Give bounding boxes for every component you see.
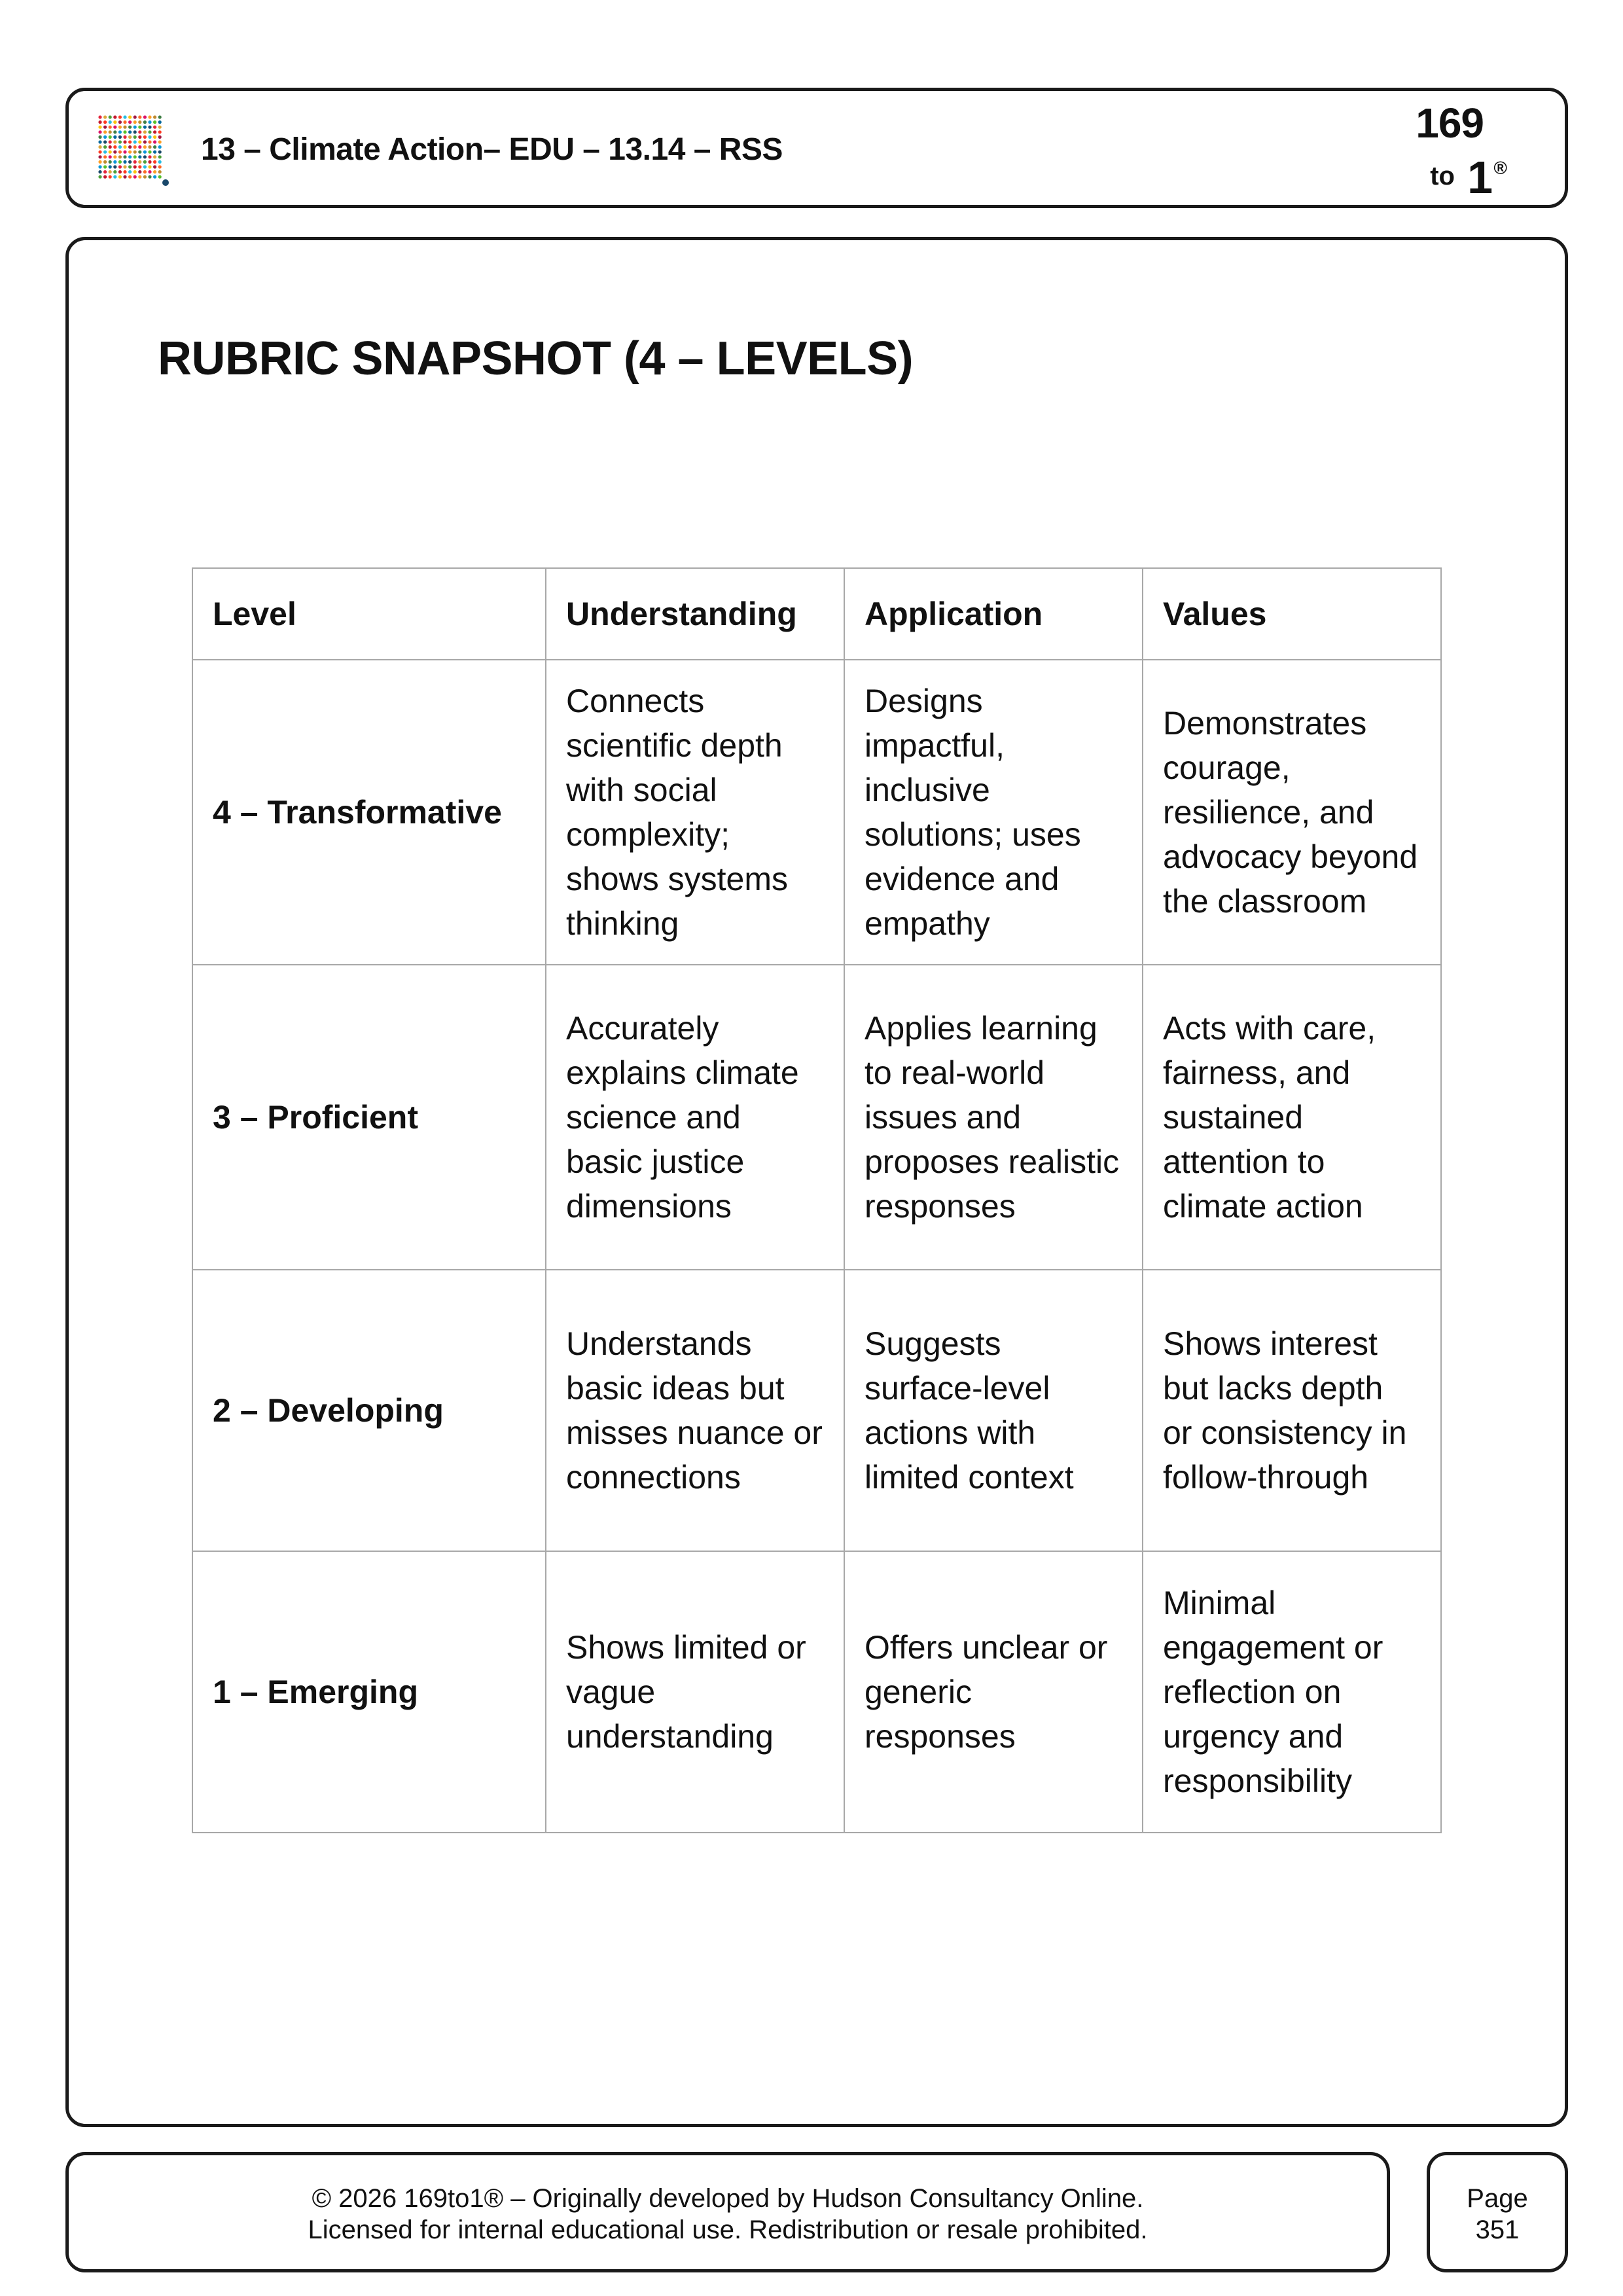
rubric-table (192, 567, 1442, 1833)
page-number-box (1427, 2152, 1568, 2272)
page-number: 351 (1475, 2215, 1520, 2244)
level-cell: 3 – Proficient (192, 965, 546, 1270)
understanding-cell: Understands basic ideas but misses nuance or connections (546, 1270, 844, 1551)
copyright-notice (69, 2183, 1387, 2246)
level-cell: 2 – Developing (192, 1270, 546, 1551)
table-row (192, 965, 1441, 1270)
values-cell: Demonstrates courage, resilience, and advocacy beyond the classroom (1143, 660, 1441, 965)
sdg-dots-logo-icon (98, 115, 169, 187)
values-cell: Shows interest but lacks depth or consistency in follow-through (1143, 1270, 1441, 1551)
document-title: 13 – Climate Action– EDU – 13.14 – RSS (201, 132, 783, 167)
application-cell: Applies learning to real-world issues and proposes realistic responses (844, 965, 1143, 1270)
table-row (192, 1551, 1441, 1833)
brand-registered-mark: ® (1493, 158, 1507, 178)
brand-number: 169 (1416, 99, 1484, 147)
header-application: Application (844, 568, 1143, 660)
table-row (192, 660, 1441, 965)
license-line: Licensed for internal educational use. Redistribution or resale prohibited. (308, 2215, 1148, 2244)
table-header-row (192, 568, 1441, 660)
page-footer (65, 2152, 1390, 2272)
page-label: Page (1467, 2184, 1528, 2213)
brand-mark (1396, 99, 1507, 204)
table-row (192, 1270, 1441, 1551)
header-understanding: Understanding (546, 568, 844, 660)
main-panel (65, 237, 1568, 2127)
header-level: Level (192, 568, 546, 660)
level-cell: 4 – Transformative (192, 660, 546, 965)
application-cell: Suggests surface-level actions with limited context (844, 1270, 1143, 1551)
values-cell: Minimal engagement or reflection on urgency and responsibility (1143, 1551, 1441, 1833)
brand-one: 1 (1467, 152, 1493, 203)
header-values: Values (1143, 568, 1441, 660)
application-cell: Offers unclear or generic responses (844, 1551, 1143, 1833)
understanding-cell: Connects scientific depth with social complexity; shows systems thinking (546, 660, 844, 965)
values-cell: Acts with care, fairness, and sustained attention to climate action (1143, 965, 1441, 1270)
copyright-line: © 2026 169to1® – Originally developed by Hudson Consultancy Online. (312, 2184, 1144, 2213)
level-cell: 1 – Emerging (192, 1551, 546, 1833)
brand-to: to (1430, 162, 1455, 190)
understanding-cell: Accurately explains climate science and basic justice dimensions (546, 965, 844, 1270)
page-indicator (1430, 2183, 1565, 2246)
page-title: RUBRIC SNAPSHOT (4 – LEVELS) (158, 332, 914, 385)
page-header (65, 88, 1568, 208)
understanding-cell: Shows limited or vague understanding (546, 1551, 844, 1833)
application-cell: Designs impactful, inclusive solutions; uses evidence and empathy (844, 660, 1143, 965)
